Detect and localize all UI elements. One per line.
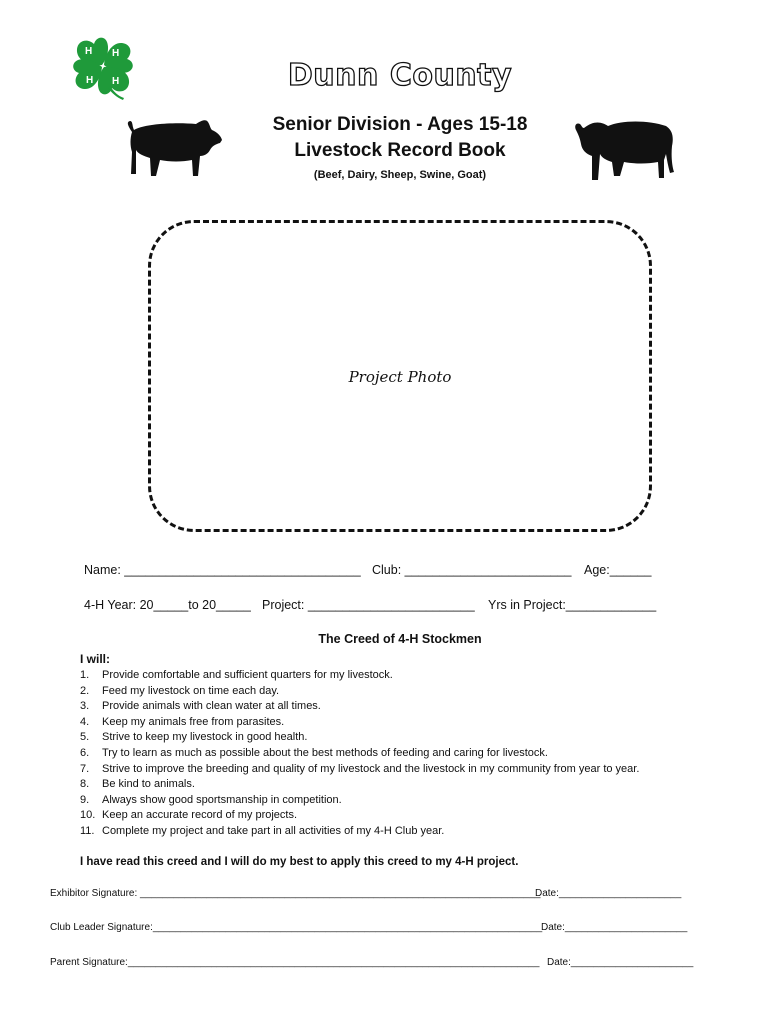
title-division: Senior Division - Ages 15-18 — [272, 114, 528, 135]
creed-item: 6. Try to learn as much as possible about the best methods of feeding and caring for livestock. — [80, 746, 548, 759]
age-field[interactable]: Age:______ — [584, 563, 652, 577]
creed-item: 9. Always show good sportsmanship in competition. — [80, 793, 342, 806]
creed-item: 8. Be kind to animals. — [80, 778, 195, 791]
creed-item: 7. Strive to improve the breeding and quality of my livestock and the livestock in my community from year to year. — [80, 762, 640, 775]
svg-text:H: H — [112, 76, 120, 87]
project-photo-label: Project Photo — [348, 368, 452, 386]
club-leader-signature-field[interactable]: Club Leader Signature:______________________________________________________________________ — [50, 922, 543, 933]
creed-list — [80, 668, 639, 840]
parent-date-field[interactable]: Date:______________________ — [547, 957, 694, 968]
creed-item: 10. Keep an accurate record of my projects. — [80, 809, 298, 822]
creed-item: 3. Provide animals with clean water at all times. — [80, 700, 321, 713]
svg-text:H: H — [85, 46, 93, 57]
year-field[interactable]: 4-H Year: 20_____to 20_____ — [84, 598, 251, 612]
club-field[interactable]: Club: ________________________ — [372, 563, 572, 577]
subtitle-species: (Beef, Dairy, Sheep, Swine, Goat) — [313, 169, 487, 181]
creed-item: 5. Strive to keep my livestock in good health. — [80, 731, 308, 744]
name-field[interactable]: Name: __________________________________ — [84, 563, 361, 577]
svg-text:H: H — [86, 75, 94, 86]
creed-title: The Creed of 4-H Stockmen — [318, 632, 482, 646]
project-field[interactable]: Project: ________________________ — [262, 598, 475, 612]
title-record-book: Livestock Record Book — [294, 140, 506, 161]
creed-item: 11. Complete my project and take part in all activities of my 4-H Club year. — [80, 824, 445, 837]
svg-text:H: H — [112, 48, 120, 59]
creed-pledge: I have read this creed and I will do my best to apply this creed to my 4-H project. — [80, 856, 519, 868]
creed-item: 4. Keep my animals free from parasites. — [80, 715, 285, 728]
creed-intro: I will: — [80, 652, 110, 666]
county-title: Dunn County — [287, 58, 513, 93]
exhibitor-signature-field[interactable]: Exhibitor Signature: ________________________________________________________________________ — [50, 888, 541, 899]
parent-signature-field[interactable]: Parent Signature:__________________________________________________________________________ — [50, 957, 540, 968]
creed-item: 1. Provide comfortable and sufficient quarters for my livestock. — [80, 669, 393, 681]
club-leader-date-field[interactable]: Date:______________________ — [541, 922, 688, 933]
exhibitor-date-field[interactable]: Date:______________________ — [535, 888, 682, 899]
yrs-in-project-field[interactable]: Yrs in Project:_____________ — [488, 598, 657, 612]
creed-item: 2. Feed my livestock on time each day. — [80, 684, 280, 697]
